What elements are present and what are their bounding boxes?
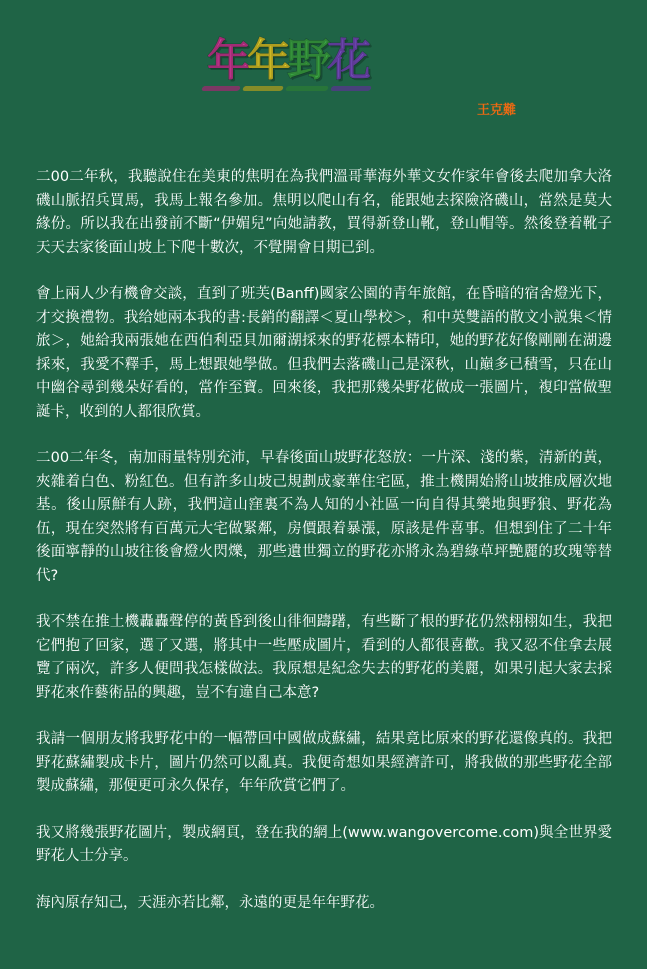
title-reflection (197, 86, 383, 102)
author-name: 王克難 (477, 103, 517, 118)
title-glyph: 野 (287, 35, 327, 86)
title-glyph: 年 (247, 35, 287, 86)
title-glyph: 花 (327, 35, 367, 86)
paragraph: 我請一個朋友將我野花中的一幅帶回中國做成蘇繡，結果竟比原來的野花還像真的。我把野花蘇繡製成卡片，圖片仍然可以亂真。我便奇想如果經濟許可，將我做的那些野花全部製成蘇繡，那便更可永久保存，年年欣賞它們了。 (36, 731, 612, 794)
article-body (36, 166, 612, 938)
paragraph: 我又將幾張野花圖片，製成網頁，登在我的網上(www.wangovercome.com)與全世界愛野花人士分享。 (36, 824, 612, 864)
paragraph: 二00二年秋，我聽說住在美東的焦明在為我們溫哥華海外華文女作家年會後去爬加拿大洛磯山脈招兵買馬，我馬上報名參加。焦明以爬山有名，能跟她去探險洛磯山，當然是莫大緣份。所以我在出發前不斷“伊媚兒”向她請教，買得新登山靴，登山帽等。然後登着靴子天天去家後面山坡上下爬十數次，不覺開會日期已到。 (36, 169, 612, 256)
paragraph: 我不禁在推土機轟轟聲停的黃昏到後山徘徊躊躇，有些斷了根的野花仍然栩栩如生，我把它們抱了回家，選了又選，將其中一些壓成圖片，看到的人都很喜歡。我又忍不住拿去展覽了兩次，許多人便問我怎樣做法。我原想是紀念失去的野花的美麗，如果引起大家去採野花來作藝術品的興趣，豈不有違自己本意? (36, 614, 612, 701)
title-glyph: 年 (207, 35, 247, 86)
paragraph: 海內原存知己，天涯亦若比鄰，永遠的更是年年野花。 (36, 894, 384, 911)
paragraph: 會上兩人少有機會交談，直到了班芙(Banff)國家公園的青年旅館，在昏暗的宿舍燈光下，才交換禮物。我给她兩本我的書:長銷的翻譯＜夏山學校＞，和中英雙語的散文小説集＜情旅＞，她給我兩張她在西伯利亞貝加爾湖採來的野花標本精印，她的野花好像剛剛在湖邊採來，我愛不釋手，馬上想跟她學做。但我們去落磯山己是深秋，山巔多已積雪，只在山中幽谷尋到幾朵好看的，當作至寶。回來後，我把那幾朵野花做成一張圖片，複印當做聖誕卡，收到的人都很欣賞。 (36, 286, 612, 420)
paragraph: 二00二年冬，南加雨量特別充沛，早春後面山坡野花怒放：一片深、淺的紫，清新的黃，夾雜着白色、粉紅色。但有許多山坡己規劃成豪華住宅區，推土機開始將山坡推成層次地基。後山原鮮有人跡，我們這山窪裏不為人知的小社區一向自得其樂地與野狼、野花為伍，現在突然將有百萬元大宅做緊鄰，房價跟着暴漲，原該是件喜事。但想到住了二十年後面寧靜的山坡往後會燈火閃爍，那些遺世獨立的野花亦將永為碧綠草坪艷麗的玫瑰等替代? (36, 450, 612, 584)
